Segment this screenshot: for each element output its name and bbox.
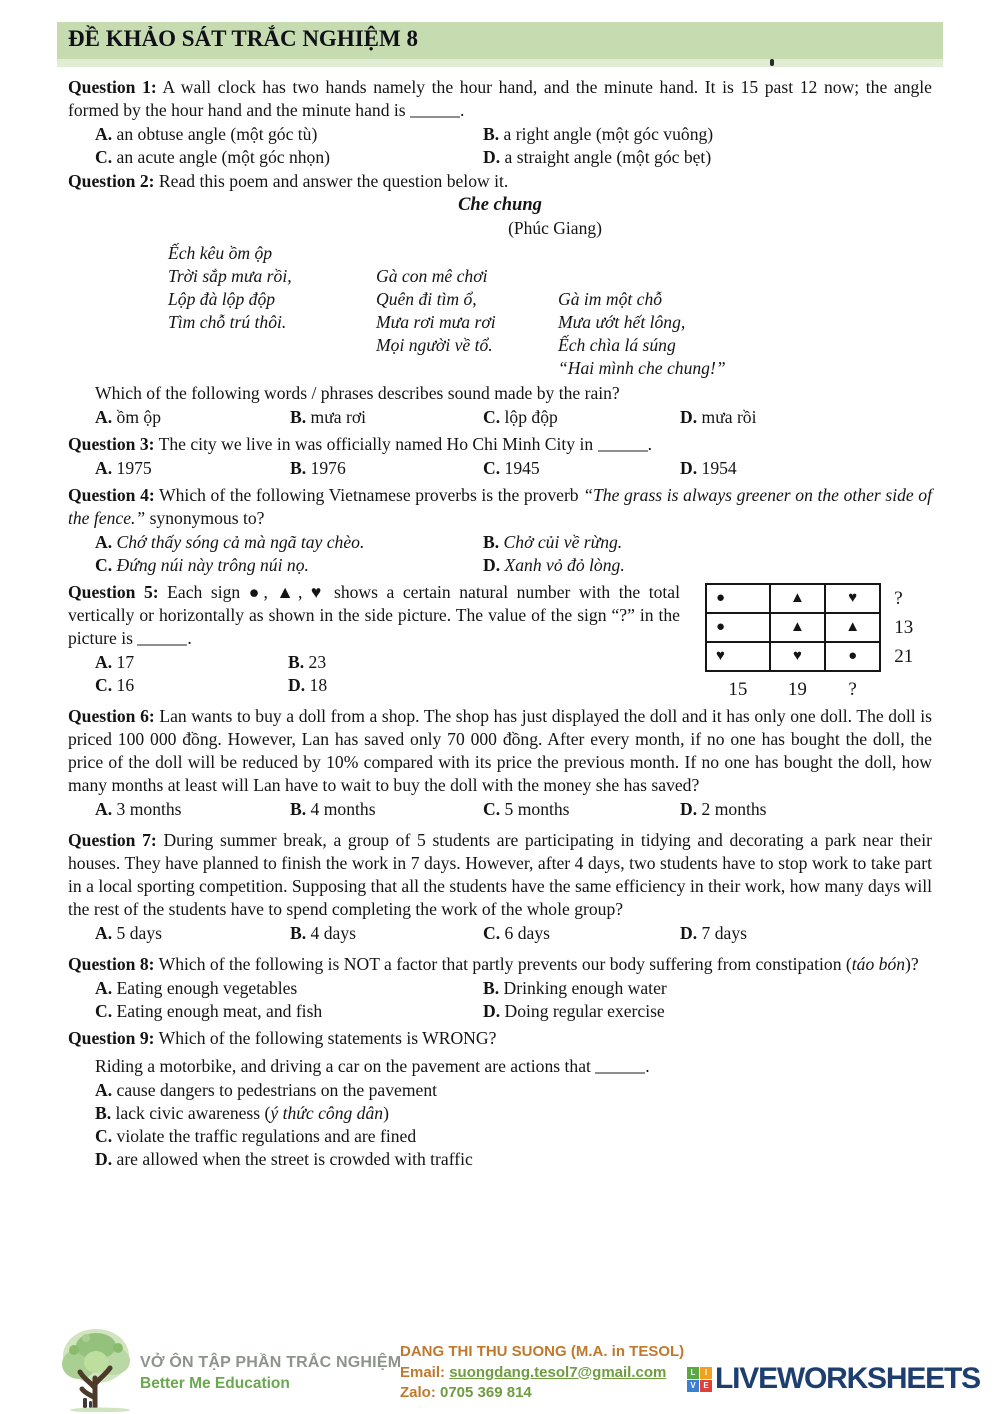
option-letter: D.: [483, 1001, 501, 1021]
column-total: 15: [728, 678, 748, 700]
option-a: [95, 651, 288, 674]
option-d: [483, 146, 932, 169]
poem-line: Ếch kêu ồm ộp: [168, 243, 273, 263]
question-5: [68, 581, 932, 700]
sign-cell: ♥: [706, 642, 770, 671]
option-b: [290, 922, 483, 945]
header-band: [57, 22, 943, 59]
logo-square-l: L: [687, 1367, 699, 1379]
option-a: [95, 977, 483, 1000]
option-c: [95, 146, 483, 169]
liveworksheets-squares-icon: [687, 1367, 712, 1392]
option-text: violate the traffic regulations and are fined: [116, 1126, 417, 1146]
question-7-options: [68, 922, 932, 945]
sign-cell: ▲: [825, 613, 880, 642]
option-text: Eating enough meat, and fish: [116, 1001, 323, 1021]
question-8-text: [68, 953, 932, 976]
option-letter: B.: [483, 978, 500, 998]
question-4-options: [68, 531, 932, 577]
liveworksheets-wordmark: LIVEWORKSHEETS: [715, 1362, 980, 1395]
option-c: [483, 457, 680, 480]
row-total: 13: [894, 617, 914, 638]
logo-square-v: V: [687, 1380, 699, 1392]
liveworksheets-logo: [687, 1362, 980, 1396]
zalo-line: [400, 1383, 684, 1404]
question-4-text: [68, 484, 932, 530]
column-total: 19: [787, 678, 807, 700]
option-letter: C.: [483, 799, 501, 819]
poem-title: Che chung: [458, 195, 542, 215]
sign-number-table: [705, 583, 932, 704]
question-9: [68, 1027, 932, 1171]
question-2: [68, 170, 932, 429]
question-1-options: [68, 123, 932, 169]
option-c: [95, 1000, 483, 1023]
option-letter: B.: [290, 799, 307, 819]
option-letter: B.: [290, 458, 307, 478]
email-label: Email:: [400, 1363, 450, 1381]
option-letter: A.: [95, 1080, 113, 1100]
option-letter: B.: [483, 532, 500, 552]
poem-column-2: [376, 265, 496, 357]
option-letter: A.: [95, 923, 113, 943]
answer-blank: [410, 102, 460, 118]
option-letter: D.: [680, 923, 698, 943]
option-b: [290, 457, 483, 480]
option-letter: A.: [95, 532, 113, 552]
question-label: Question 2:: [68, 171, 155, 191]
option-d: [95, 1148, 932, 1171]
sign-cell: ♥: [770, 642, 825, 671]
teacher-name: DANG THI THU SUONG (M.A. in TESOL): [400, 1343, 685, 1360]
question-3-options: [68, 457, 932, 480]
option-d: [680, 406, 932, 429]
after-blank: .: [460, 100, 465, 120]
option-text: 17: [116, 652, 135, 672]
option-text: a right angle (một góc vuông): [503, 124, 714, 144]
option-text: Eating enough vegetables: [116, 978, 298, 998]
after-blank: .: [187, 628, 192, 648]
question-label: Question 9:: [68, 1028, 155, 1048]
option-text: Drinking enough water: [503, 978, 667, 998]
poem-line: Gà con mê chơi: [376, 266, 488, 286]
option-text: lộp độp: [504, 407, 558, 427]
poem-column-1: [168, 242, 292, 334]
option-letter: A.: [95, 407, 113, 427]
question-6-text: [68, 705, 932, 797]
poem-column-3: [558, 288, 726, 380]
option-letter: C.: [95, 147, 113, 167]
option-text: Chở củi về rừng.: [503, 532, 623, 552]
option-text: 6 days: [504, 923, 550, 943]
question-2-subquestion: Which of the following words / phrases describes sound made by the rain?: [95, 383, 620, 403]
question-8: [68, 953, 932, 1023]
option-letter: D.: [680, 799, 698, 819]
question-9-stem: [68, 1055, 932, 1078]
question-body: Which of the following is NOT a factor that partly prevents our body suffering from constipation (: [154, 954, 852, 974]
row-total: 21: [894, 646, 914, 667]
option-text-2: ): [383, 1103, 389, 1123]
sign-cell: ♥: [825, 584, 880, 613]
question-body-italic: táo bón: [851, 954, 906, 974]
option-letter: D.: [95, 1149, 113, 1169]
option-b: [290, 406, 483, 429]
sign-cell: ●: [825, 642, 880, 671]
option-letter: A.: [95, 458, 113, 478]
question-body: During summer break, a group of 5 students are participating in tidying and decorating a park near their houses. They have planned to finish the work in 7 days. However, after 4 days, two students have to stop work to take part in a local sporting competition. Supposing that all the students have the same efficiency in their work, how many days will the rest of the students have to spend completing the work of the whole group?: [68, 830, 932, 919]
option-text: 4 days: [310, 923, 356, 943]
poem-line: Trời sắp mưa rồi,: [168, 266, 292, 286]
option-letter: C.: [95, 555, 113, 575]
option-text: mưa rơi: [310, 407, 367, 427]
option-d: [680, 457, 932, 480]
question-label: Question 4:: [68, 485, 155, 505]
poem-line: Quên đi tìm ổ,: [376, 289, 477, 309]
option-letter: D.: [288, 675, 306, 695]
poem-line: Lộp đà lộp độp: [168, 289, 276, 309]
option-letter: C.: [95, 675, 113, 695]
option-a: [95, 798, 290, 821]
option-text: 7 days: [701, 923, 747, 943]
after-blank: .: [645, 1056, 650, 1076]
question-label: Question 7:: [68, 830, 157, 850]
answer-blank: [137, 630, 187, 646]
email-link[interactable]: suongdang.tesol7@gmail.com: [449, 1363, 667, 1381]
option-text: 1945: [504, 458, 540, 478]
option-text: 23: [308, 652, 327, 672]
row-total: ?: [894, 588, 903, 609]
poem-author: (Phúc Giang): [508, 218, 602, 238]
option-text: Đứng núi này trông núi nọ.: [116, 555, 309, 575]
question-body-2: synonymous to?: [145, 508, 265, 528]
question-3-text: [68, 433, 932, 456]
question-4: [68, 484, 932, 577]
sign-grid: [705, 583, 932, 704]
question-label: Question 8:: [68, 954, 155, 974]
option-letter: C.: [483, 407, 501, 427]
header-band-shadow: [57, 59, 943, 67]
brand-block: [140, 1354, 401, 1393]
question-body-2: )?: [905, 954, 919, 974]
option-text: cause dangers to pedestrians on the pavement: [116, 1080, 438, 1100]
option-text: mưa rồi: [701, 407, 757, 427]
option-a: [95, 531, 483, 554]
question-body: Each sign ●, ▲, ♥ shows a certain natural number with the total vertically or horizontally as shown in the side picture. The value of the sign “?” in the picture is: [68, 582, 680, 648]
after-blank: .: [647, 434, 652, 454]
question-9-options: [68, 1079, 932, 1171]
question-1: [68, 76, 932, 169]
teacher-contact-block: [400, 1342, 684, 1404]
poem-line: Mưa ướt hết lông,: [558, 312, 686, 332]
question-label: Question 6:: [68, 706, 155, 726]
worksheet-content: [68, 76, 932, 1172]
poem-line: “Hai mình che chung!”: [558, 358, 726, 378]
option-text: an acute angle (một góc nhọn): [116, 147, 331, 167]
option-letter: B.: [288, 652, 305, 672]
option-letter: D.: [483, 147, 501, 167]
question-label: Question 1:: [68, 77, 157, 97]
option-letter: B.: [483, 124, 500, 144]
option-a: [95, 406, 290, 429]
question-7-text: [68, 829, 932, 921]
option-text: 18: [309, 675, 328, 695]
question-label: Question 5:: [68, 582, 159, 602]
poem-line: Tìm chỗ trú thôi.: [168, 312, 287, 332]
option-d: [680, 922, 932, 945]
option-text: are allowed when the street is crowded with traffic: [116, 1149, 473, 1169]
sign-cell: ●: [706, 584, 770, 613]
option-text: an obtuse angle (một góc tù): [116, 124, 318, 144]
question-3: [68, 433, 932, 480]
option-c: [483, 922, 680, 945]
question-body: Lan wants to buy a doll from a shop. The shop has just displayed the doll and it has only one doll. The doll is priced 100 000 đồng. However, Lan has saved only 70 000 đồng. After every month, if no one has bought the doll, the price of the doll will be reduced by 10% compared with its price the previous month. If no one has bought the doll, how many months at least will Lan have to wait to buy the doll with the money she has saved?: [68, 706, 932, 795]
option-b: [483, 531, 932, 554]
option-letter: A.: [95, 124, 113, 144]
question-label: Question 3:: [68, 434, 155, 454]
question-2-options: [68, 406, 932, 429]
question-body: The city we live in was officially named Ho Chi Minh City in: [154, 434, 598, 454]
option-a: [95, 457, 290, 480]
option-letter: A.: [95, 799, 113, 819]
option-letter: A.: [95, 652, 113, 672]
option-text: ồm ộp: [116, 407, 161, 427]
question-body: Which of the following statements is WRONG?: [154, 1028, 497, 1048]
option-c: [483, 406, 680, 429]
answer-blank: [595, 1058, 645, 1074]
column-total-empty: [880, 671, 931, 704]
answer-blank: [598, 436, 648, 452]
page-title: ĐỀ KHẢO SÁT TRẮC NGHIỆM 8: [68, 26, 418, 51]
option-text: 5 months: [504, 799, 570, 819]
zalo-label: Zalo:: [400, 1384, 440, 1401]
zalo-number: 0705 369 814: [440, 1384, 532, 1401]
option-text: 1954: [701, 458, 737, 478]
option-c: [95, 554, 483, 577]
poem-line: Ếch chìa lá súng: [558, 335, 676, 355]
option-c: [483, 798, 680, 821]
tree-logo-icon: [56, 1326, 138, 1414]
option-text-italic: ý thức công dân: [270, 1103, 384, 1123]
option-c: [95, 1125, 932, 1148]
question-6: [68, 705, 932, 821]
logo-square-i: I: [700, 1367, 712, 1379]
option-d: [680, 798, 932, 821]
option-b: [290, 798, 483, 821]
option-d: [483, 554, 932, 577]
option-letter: C.: [483, 458, 501, 478]
option-text: 1975: [116, 458, 152, 478]
sign-cell: ●: [706, 613, 770, 642]
poem-columns: [68, 242, 932, 382]
brand-line-2: Better Me Education: [140, 1375, 290, 1392]
option-letter: C.: [483, 923, 501, 943]
sign-cell: ▲: [770, 584, 825, 613]
question-6-options: [68, 798, 932, 821]
poem-line: Mưa rơi mưa rơi: [376, 312, 496, 332]
option-text: 1976: [310, 458, 346, 478]
poem: [68, 194, 932, 382]
option-text: 4 months: [310, 799, 376, 819]
question-body: Read this poem and answer the question below it.: [154, 171, 509, 191]
option-letter: B.: [290, 407, 307, 427]
question-7: [68, 829, 932, 945]
option-text: 2 months: [701, 799, 767, 819]
option-text: a straight angle (một góc bẹt): [504, 147, 712, 167]
option-text: Doing regular exercise: [504, 1001, 665, 1021]
option-c: [95, 674, 288, 697]
option-letter: D.: [483, 555, 501, 575]
stem-text: Riding a motorbike, and driving a car on the pavement are actions that: [95, 1056, 596, 1076]
option-text: 16: [116, 675, 135, 695]
stray-mark: [770, 59, 774, 66]
option-a: [95, 1079, 932, 1102]
option-text: Chớ thấy sóng cả mà ngã tay chèo.: [116, 532, 365, 552]
option-letter: C.: [95, 1126, 113, 1146]
footer: [0, 1326, 1000, 1414]
logo-square-e: E: [700, 1380, 712, 1392]
column-total: ?: [848, 678, 857, 700]
email-line: [400, 1363, 684, 1384]
option-letter: B.: [290, 923, 307, 943]
option-letter: A.: [95, 978, 113, 998]
option-b: [95, 1102, 932, 1125]
option-b: [483, 123, 932, 146]
question-body: Which of the following Vietnamese proverbs is the proverb: [154, 485, 584, 505]
option-letter: D.: [680, 458, 698, 478]
option-text: Xanh vỏ đỏ lòng.: [504, 555, 625, 575]
question-9-text: [68, 1027, 932, 1050]
option-a: [95, 922, 290, 945]
question-body-italic: “The grass is always greener on the other side of the fence.”: [68, 485, 932, 528]
brand-line-1: VỞ ÔN TẬP PHẦN TRẮC NGHIỆM: [140, 1354, 402, 1371]
question-8-options: [68, 977, 932, 1023]
sign-cell: ▲: [770, 613, 825, 642]
option-b: [483, 977, 932, 1000]
option-letter: C.: [95, 1001, 113, 1021]
option-letter: D.: [680, 407, 698, 427]
question-body: A wall clock has two hands namely the hour hand, and the minute hand. It is 15 past 12 now; the angle formed by the hour hand and the minute hand is: [68, 77, 932, 120]
option-a: [95, 123, 483, 146]
option-text: 5 days: [116, 923, 162, 943]
option-letter: B.: [95, 1103, 112, 1123]
option-d: [483, 1000, 932, 1023]
option-text: lack civic awareness (: [115, 1103, 271, 1123]
option-text: 3 months: [116, 799, 182, 819]
poem-line: Mọi người về tổ.: [376, 335, 493, 355]
question-2-text: [68, 170, 932, 193]
poem-line: Gà im một chỗ: [558, 289, 663, 309]
question-1-text: [68, 76, 932, 122]
